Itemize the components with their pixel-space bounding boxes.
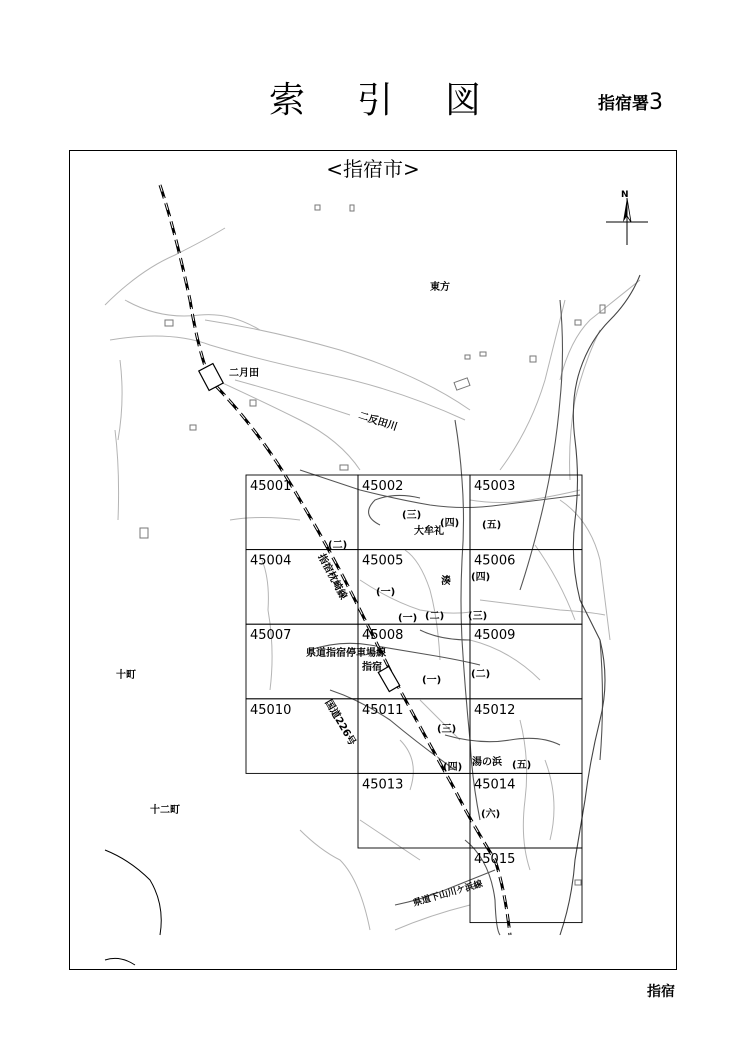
label-minato: 湊 xyxy=(441,576,451,587)
grid-label-45015: 45015 xyxy=(474,852,516,867)
chome-4-b: (四) xyxy=(471,572,491,583)
chome-1-c: (一) xyxy=(422,675,442,686)
grid-label-45001: 45001 xyxy=(250,479,292,494)
label-kendo-shimoyamaguchi: 県道下山川ケ浜線 xyxy=(412,879,485,909)
label-route226: 国道226号 xyxy=(322,698,358,748)
label-railway: 指宿枕崎線 xyxy=(315,552,349,602)
grid-label-45013: 45013 xyxy=(362,777,404,793)
chome-3-c: (三) xyxy=(437,724,457,735)
label-omure: 大牟礼 xyxy=(414,526,444,537)
chome-2-a: (二) xyxy=(328,540,348,551)
grid-label-45009: 45009 xyxy=(474,628,516,644)
chome-4-c: (四) xyxy=(443,762,463,773)
grid-label-45002: 45002 xyxy=(362,479,404,494)
label-river: 二反田川 xyxy=(357,410,399,434)
grid-label-45008: 45008 xyxy=(362,628,404,644)
railway-line xyxy=(160,185,510,935)
grid-label-45010: 45010 xyxy=(250,702,292,718)
label-nigatsuden: 二月田 xyxy=(229,368,259,379)
grid-label-45006: 45006 xyxy=(474,553,516,569)
chome-6: (六) xyxy=(481,809,501,820)
grid-label-45004: 45004 xyxy=(250,553,292,569)
city-title: <指宿市> xyxy=(326,157,420,181)
north-letter: N xyxy=(621,190,629,200)
chome-3-b: (三) xyxy=(468,611,488,622)
footer-label: 指宿 xyxy=(647,984,675,1000)
label-junicho: 十二町 xyxy=(150,805,180,816)
chome-1-a: (一) xyxy=(376,587,396,598)
chome-1-b: (一) xyxy=(398,613,418,624)
label-jucho: 十町 xyxy=(116,670,136,681)
grid-label-45014: 45014 xyxy=(474,777,516,793)
office-name: 指宿署 xyxy=(598,94,649,114)
minor-roads xyxy=(105,228,640,930)
label-ibusuki-station: 指宿 xyxy=(362,662,382,673)
south-road xyxy=(105,850,161,935)
north-arrow xyxy=(606,190,648,245)
station-nigatsuden xyxy=(199,364,223,391)
label-higashikata: 東方 xyxy=(430,282,450,293)
main-roads xyxy=(300,300,603,935)
chome-3-a: (三) xyxy=(402,510,422,521)
chome-5-a: (五) xyxy=(482,520,502,531)
label-kendo-teishajo: 県道指宿停車場線 xyxy=(306,648,386,659)
chome-2-b: (二) xyxy=(425,611,445,622)
chome-5-c: (五) xyxy=(512,760,532,771)
title-char-1: 索 xyxy=(268,80,305,121)
title-char-3: 図 xyxy=(445,80,482,121)
chome-2-c: (二) xyxy=(471,669,491,680)
title-char-2: 引 xyxy=(356,80,393,121)
grid-label-45011: 45011 xyxy=(362,702,404,718)
coastline xyxy=(560,275,640,935)
grid-label-45005: 45005 xyxy=(362,553,404,569)
office-number: 3 xyxy=(649,90,663,115)
grid-label-45007: 45007 xyxy=(250,628,292,644)
chome-4-a: (四) xyxy=(440,518,460,529)
grid-label-45012: 45012 xyxy=(474,702,516,718)
grid-label-45003: 45003 xyxy=(474,479,516,494)
label-yunohama: 湯の浜 xyxy=(472,757,502,768)
